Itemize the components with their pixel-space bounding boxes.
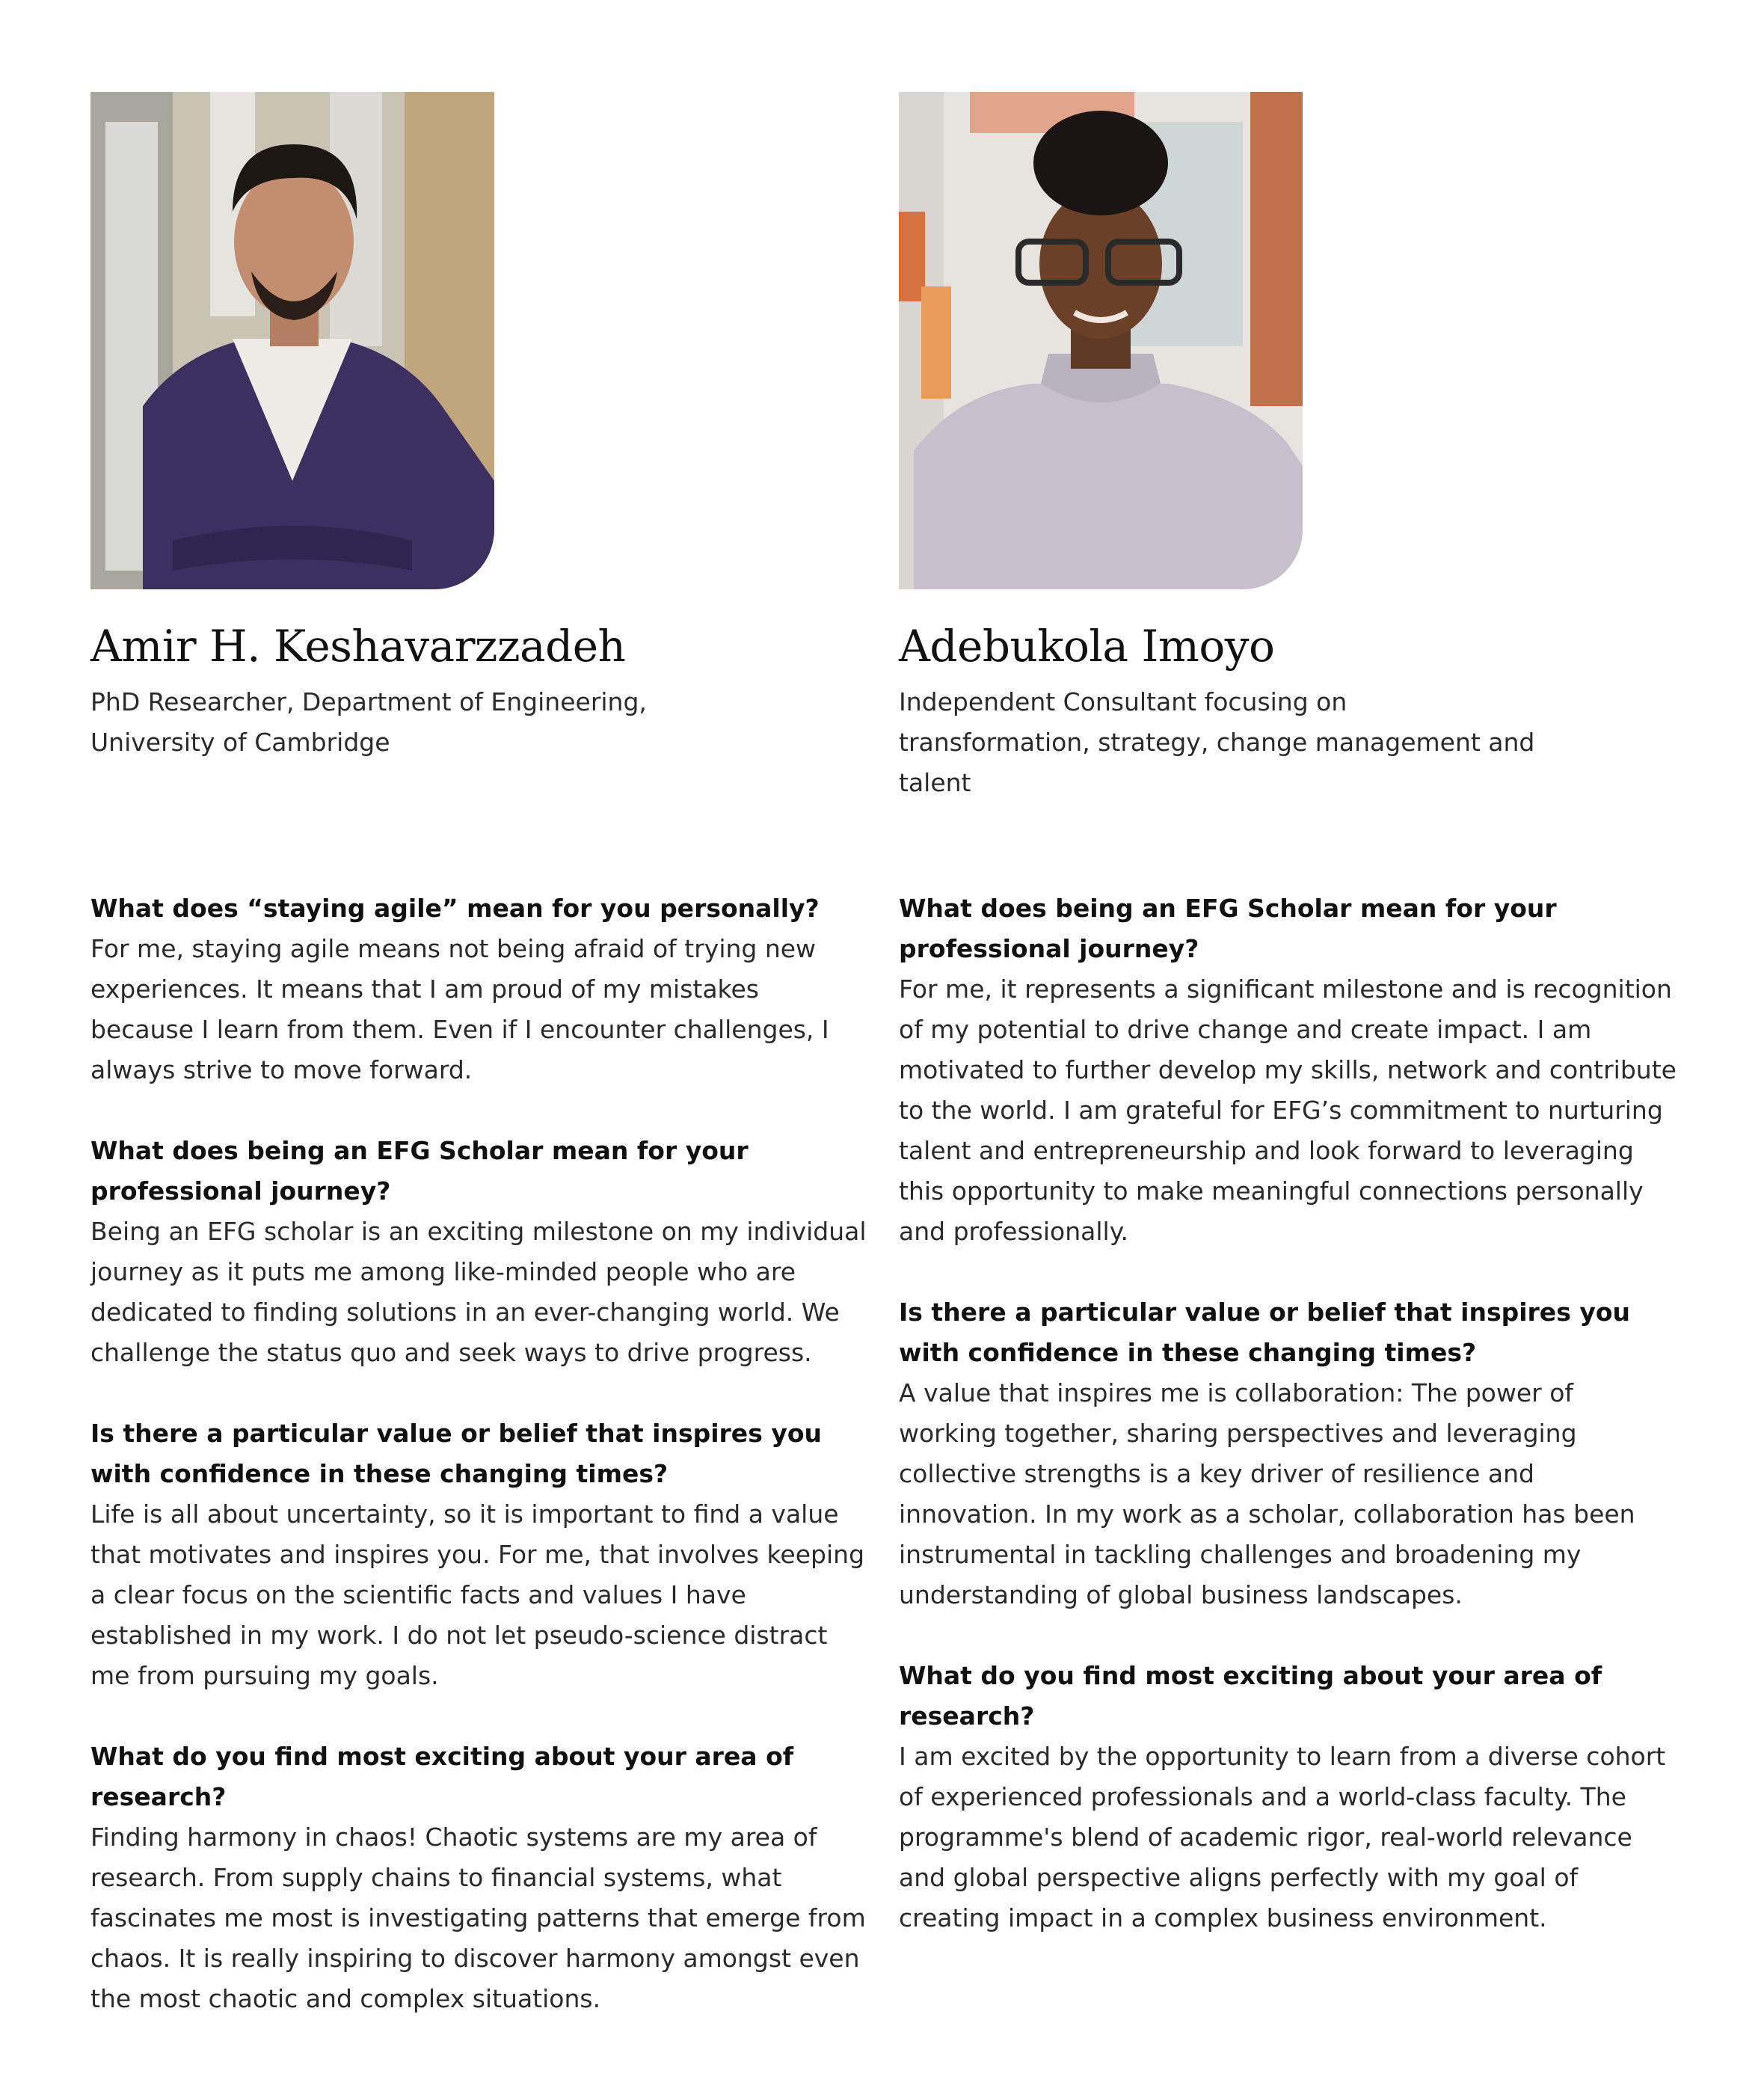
qa-list [899, 888, 1677, 1979]
portrait-photo-woman-icon [899, 92, 1303, 589]
question: What do you find most exciting about your area of research? [899, 1661, 1602, 1731]
portrait-man-illustration [90, 92, 494, 589]
answer: A value that inspires me is collaboration: The power of working together, sharing perspectives and leveraging collective strengths is a key driver of resilience and innovation. In my work as a scholar, collaboration has been instrumental in tackling challenges and broadening my understanding of global business landscapes. [899, 1378, 1635, 1609]
question: What does “staying agile” mean for you personally? [90, 894, 820, 923]
answer: I am excited by the opportunity to learn from a diverse cohort of experienced professionals and a world-class faculty. The programme's blend of academic rigor, real-world relevance and global perspective aligns perfectly with my goal of creating impact in a complex business environment. [899, 1742, 1666, 1932]
profile-card-right [899, 92, 1691, 1932]
question: Is there a particular value or belief that inspires you with confidence in these changing times? [90, 1419, 822, 1488]
question: What does being an EFG Scholar mean for your professional journey? [90, 1136, 749, 1206]
profile-card-left [90, 92, 883, 2013]
question: What does being an EFG Scholar mean for your professional journey? [899, 894, 1557, 963]
answer: For me, staying agile means not being afraid of trying new experiences. It means that I am proud of my mistakes because I learn from them. Even if I encounter challenges, I always strive to move forward. [90, 934, 829, 1084]
portrait-woman-illustration [899, 92, 1303, 589]
qa-list [90, 888, 868, 2060]
profile-role: Independent Consultant focusing on transformation, strategy, change management and talent [899, 687, 1535, 797]
answer: For me, it represents a significant milestone and is recognition of my potential to drive change and create impact. I am motivated to further develop my skills, network and contribute to the world. I am grateful for EFG’s commitment to nurturing talent and entrepreneurship and look forward to leveraging this opportunity to make meaningful connections personally and professionally. [899, 974, 1677, 1246]
question: Is there a particular value or belief that inspires you with confidence in these changing times? [899, 1298, 1630, 1367]
profile-role: PhD Researcher, Department of Engineering, University of Cambridge [90, 687, 647, 757]
answer: Being an EFG scholar is an exciting milestone on my individual journey as it puts me among like-minded people who are dedicated to finding solutions in an ever-changing world. We challenge the status quo and seek ways to drive progress. [90, 1217, 867, 1367]
answer: Finding harmony in chaos! Chaotic systems are my area of research. From supply chains to financial systems, what fascinates me most is investigating patterns that emerge from chaos. It is really inspiring to discover harmony amongst even the most chaotic and complex situations. [90, 1823, 866, 2013]
portrait-photo-man-icon [90, 92, 494, 589]
profile-name: Amir H. Keshavarzzadeh [90, 621, 626, 672]
question: What do you find most exciting about your area of research? [90, 1742, 794, 1811]
answer: Life is all about uncertainty, so it is important to find a value that motivates and inspires you. For me, that involves keeping a clear focus on the scientific facts and values I have established in my work. I do not let pseudo-science distract me from pursuing my goals. [90, 1499, 865, 1690]
profile-name: Adebukola Imoyo [899, 621, 1275, 672]
